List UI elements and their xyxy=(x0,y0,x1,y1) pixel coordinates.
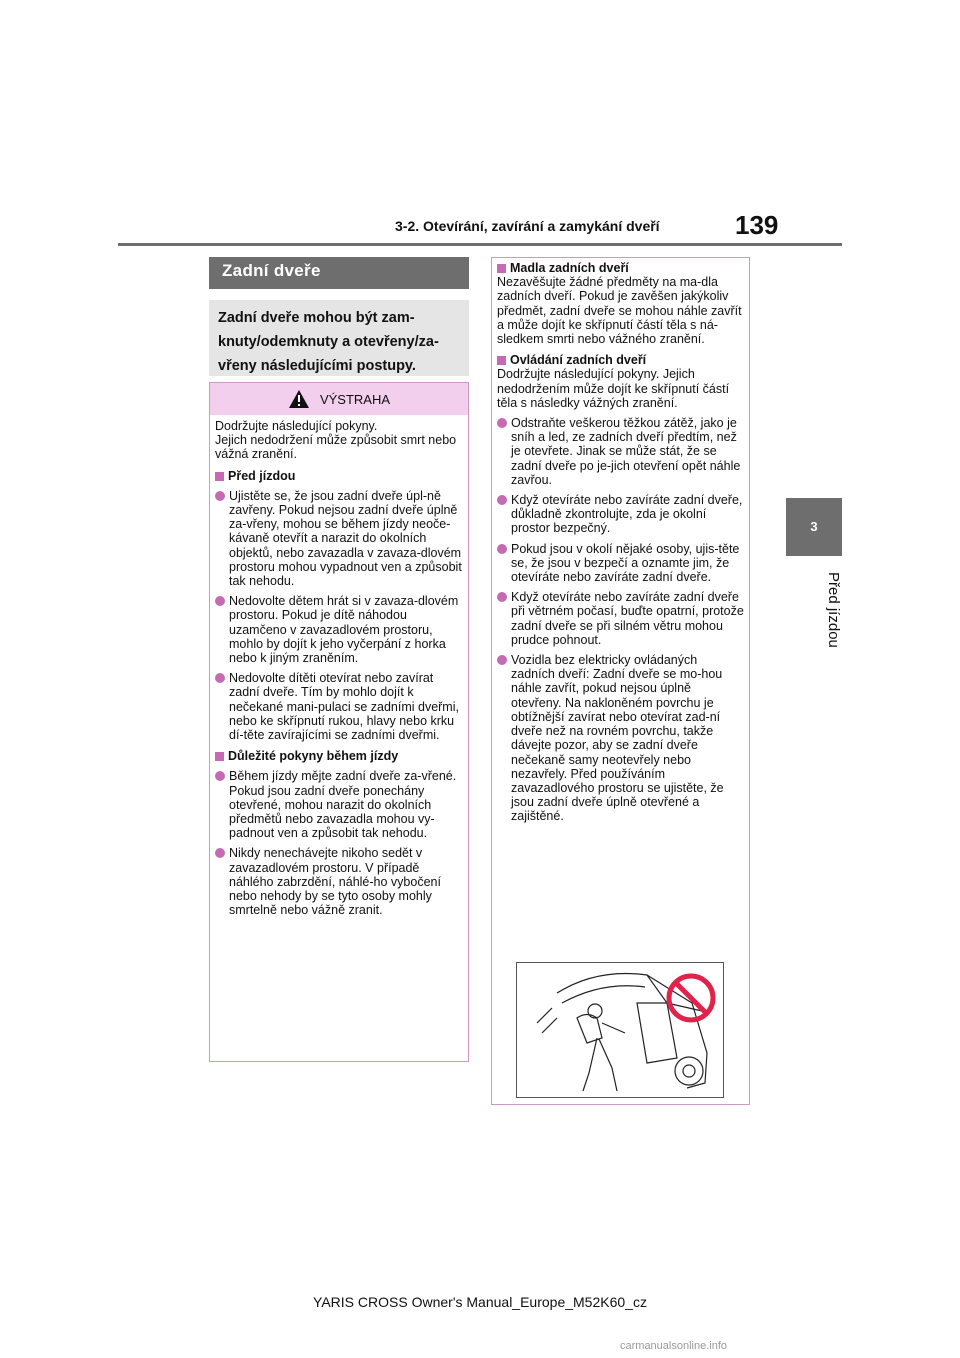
warning-subheading: Před jízdou xyxy=(215,469,463,483)
circle-bullet-icon xyxy=(497,592,507,602)
circle-bullet-icon xyxy=(497,655,507,665)
tailgate-warning-illustration xyxy=(516,962,724,1098)
list-item: Vozidla bez elektricky ovládaných zadních dveří: Zadní dveře se mo-hou náhle zavřít, pokud nejsou úplně otevřeny. Na nakloněném povrchu je obtížnější zavírat nebo otevírat zad-ní dveře než na rovném povrchu, takže dávejte pozor, aby se zadní dveře nečekaně samy neotevřely nebo nezavřely. Před používáním zavazadlového prostoru se ujistěte, že jsou zadní dveře úplně otevřené a zajištěné. xyxy=(497,653,744,823)
header-rule xyxy=(118,243,842,246)
circle-bullet-icon xyxy=(497,544,507,554)
circle-bullet-icon xyxy=(215,848,225,858)
warning-triangle-icon xyxy=(288,389,310,409)
circle-bullet-icon xyxy=(215,673,225,683)
footer-document-id: YARIS CROSS Owner's Manual_Europe_M52K60_cz xyxy=(313,1294,647,1310)
list-item: Odstraňte veškerou těžkou zátěž, jako je sníh a led, ze zadních dveří předtím, než je otevřete. Jinak se může stát, že se zadní dveře po je-jich otevření opět náhle zavřou. xyxy=(497,416,744,487)
circle-bullet-icon xyxy=(215,771,225,781)
list-item: Nikdy nenechávejte nikoho sedět v zavazadlovém prostoru. V případě náhlého zabrzdění, náhlé-ho vybočení nebo nehody by se tyto osoby mohly smrtelně nebo vážně zranit. xyxy=(215,846,463,917)
circle-bullet-icon xyxy=(215,491,225,501)
paragraph: Nezavěšujte žádné předměty na ma-dla zadních dveří. Pokud je zavěšen jakýkoliv předmět, zadní dveře se mohou náhle zavřít a může dojít ke skřípnutí částí těla s ná-sledkem smrti nebo vážného zranění. xyxy=(497,275,742,347)
square-bullet-icon xyxy=(215,752,224,761)
page-number: 139 xyxy=(735,210,779,240)
chapter-tab: 3 xyxy=(786,498,842,556)
circle-bullet-icon xyxy=(497,495,507,505)
list-item: Nedovolte dětem hrát si v zavaza-dlovém prostoru. Pokud je dítě náhodou uzamčeno v zavazadlovém prostoru, mohlo by dojít k jeho vyčerpání z horka nebo k jiným zraněním. xyxy=(215,594,463,665)
warning-subheading: Madla zadních dveří xyxy=(497,261,744,275)
list-item: Když otevíráte nebo zavíráte zadní dveře při větrném počasí, buďte opatrní, protože zadní dveře se při silném větru mohou prudce pohnout. xyxy=(497,590,744,647)
warning-title: VÝSTRAHA xyxy=(319,391,391,407)
square-bullet-icon xyxy=(497,356,506,365)
warning-box xyxy=(209,382,469,1062)
chapter-label: Před jízdou xyxy=(825,572,842,648)
square-bullet-icon xyxy=(497,264,506,273)
header-section-title: 3-2. Otevírání, zavírání a zamykání dveří xyxy=(395,218,660,234)
circle-bullet-icon xyxy=(215,596,225,606)
warning-subheading: Důležité pokyny během jízdy xyxy=(215,749,463,763)
warning-intro-line: Dodržujte následující pokyny. xyxy=(215,419,378,433)
circle-bullet-icon xyxy=(497,418,507,428)
section-title: Zadní dveře xyxy=(209,257,469,289)
list-item: Když otevíráte nebo zavíráte zadní dveře, důkladně zkontrolujte, zda je okolní prostor bezpečný. xyxy=(497,493,744,536)
square-bullet-icon xyxy=(215,472,224,481)
list-item: Během jízdy mějte zadní dveře za-vřené. Pokud jsou zadní dveře ponechány otevřené, mohou narazit do okolních předmětů nebo zavazadla mohou vy-padnout ven a způsobit tak nehodu. xyxy=(215,769,463,840)
warning-header xyxy=(210,383,468,415)
intro-box: Zadní dveře mohou být zam-knuty/odemknuty a otevřeny/za-vřeny následujícími postupy. xyxy=(209,300,469,376)
paragraph: Dodržujte následující pokyny. Jejich nedodržením může dojít ke skřípnutí částí těla s následky vážných zranění. xyxy=(497,367,730,410)
warning-intro-line: Jejich nedodržení může způsobit smrt nebo vážná zranění. xyxy=(215,433,457,462)
list-item: Pokud jsou v okolí nějaké osoby, ujis-těte se, že jsou v bezpečí a oznamte jim, že otevíráte nebo zavíráte zadní dveře. xyxy=(497,542,744,585)
car-tailgate-person-illustration xyxy=(517,963,723,1097)
list-item: Ujistěte se, že jsou zadní dveře úpl-ně zavřeny. Pokud nejsou zadní dveře úplně za-vřeny, mohou se během jízdy neoče-kávaně otevřít a narazit do okolních objektů, nebo zavazadla v zavaza-dlovém prostoru mohou vypadnout ven a způsobit tak nehodu. xyxy=(215,489,463,588)
warning-subheading: Ovládání zadních dveří xyxy=(497,353,744,367)
watermark: carmanualsonline.info xyxy=(620,1340,728,1352)
list-item: Nedovolte dítěti otevírat nebo zavírat zadní dveře. Tím by mohlo dojít k nečekané mani-pulaci se zadními dveřmi, nebo ke skřípnutí rukou, hlavy nebo krku dí-těte zavírajícími se zadními dveřmi. xyxy=(215,671,463,742)
